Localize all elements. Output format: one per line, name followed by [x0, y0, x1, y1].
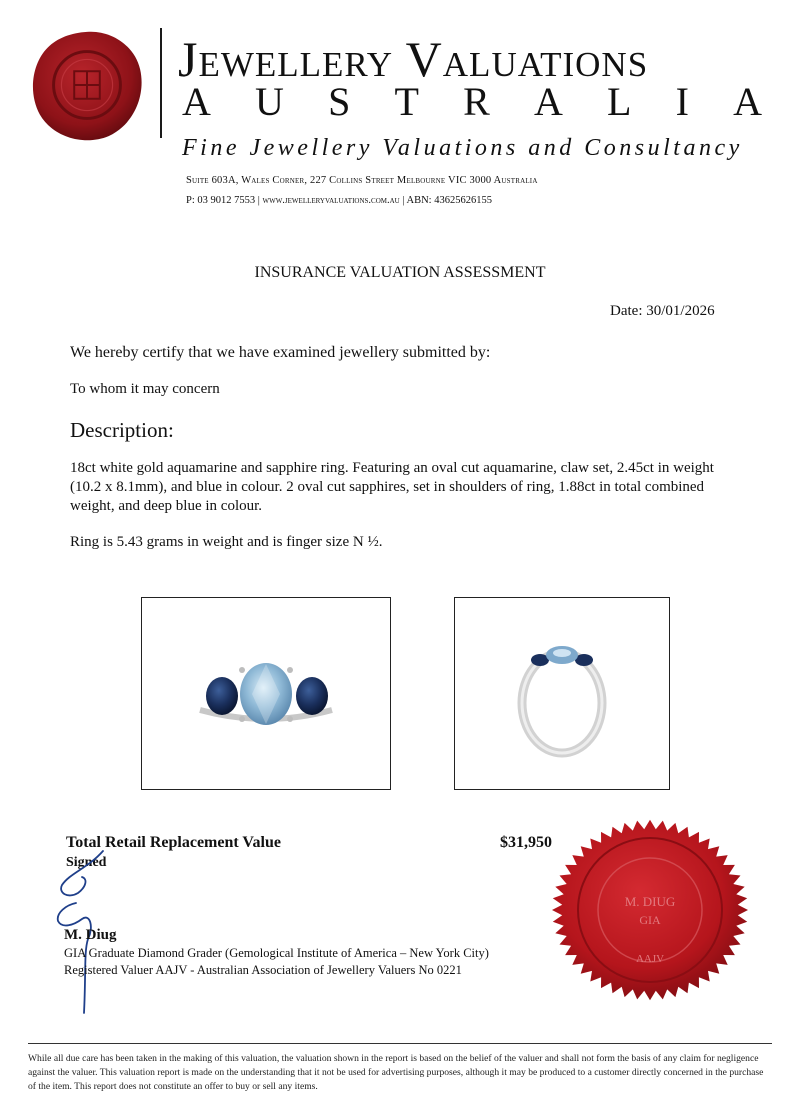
tagline: Fine Jewellery Valuations and Consultancy [182, 135, 743, 161]
date-line: Date: 30/01/2026 [610, 303, 715, 319]
ring-photo-front [141, 597, 391, 790]
description-text: 18ct white gold aquamarine and sapphire ring. Featuring an oval cut aquamarine, claw set, 2.45ct in weight (10.2 x 8.1mm), and blue in colour. 2 oval cut sapphires, set in shoulders of ring, 1.88ct in total combined weight, and deep blue in colour. [70, 460, 714, 514]
address-line: Suite 603A, Wales Corner, 227 Collins Street Melbourne VIC 3000 Australia [186, 175, 538, 186]
seal-text-gia: GIA [639, 913, 661, 927]
brand-country-letter: S [328, 79, 351, 124]
description-heading: Description: [70, 418, 174, 442]
brand-country-letter: T [394, 79, 419, 124]
recipient-line: To whom it may concern [70, 381, 220, 397]
certify-statement: We hereby certify that we have examined jewellery submitted by: [70, 344, 491, 361]
brand-country-letter: U [255, 79, 284, 124]
value-amount: $31,950 [500, 834, 552, 851]
ring-photo-side [454, 597, 670, 790]
value-label: Total Retail Replacement Value [66, 834, 281, 851]
brand-country-letter: L [606, 79, 632, 124]
brand-country-letter: A [533, 79, 563, 124]
wax-seal-logo [28, 26, 146, 144]
weight-size-line: Ring is 5.43 grams in weight and is finger size N ½. [70, 534, 383, 550]
brand-country-letter: A [733, 79, 762, 124]
wax-seal-stamp [535, 810, 765, 1010]
valuer-credential-aajv: Registered Valuer AAJV - Australian Association of Jewellery Valuers No 0221 [64, 963, 462, 977]
brand-country-letter: R [463, 79, 490, 124]
valuer-credential-gia: GIA Graduate Diamond Grader (Gemological Institute of America – New York City) [64, 946, 489, 960]
seal-text-name: M. DIUG [624, 894, 676, 909]
valuer-name: M. Diug [64, 927, 117, 943]
disclaimer-text: While all due care has been taken in the making of this valuation, the valuation shown in the report is based on the belief of the valuer and shall not form the basis of any claim for negligence against the valuer. This valuation report is made on the understanding that it not be used for advertising purposes, although it may be produced to a customer directly concerned in the purchase of the item. This report does not constitute an offer to buy or sell any items. [28, 1053, 764, 1092]
footer-divider [28, 1043, 772, 1044]
seal-text-aajv: AAJV [635, 953, 665, 965]
document-title: INSURANCE VALUATION ASSESSMENT [254, 264, 546, 281]
brand-country-letter: A [182, 79, 211, 124]
contact-line: P: 03 9012 7553 | www.jewelleryvaluations.com.au | ABN: 43625626155 [186, 195, 492, 206]
header-divider [160, 28, 162, 138]
brand-country-letter: I [675, 79, 689, 124]
brand-country [182, 78, 762, 125]
brand-name: Jewellery Valuations [178, 31, 649, 87]
signed-label: Signed [66, 855, 107, 870]
